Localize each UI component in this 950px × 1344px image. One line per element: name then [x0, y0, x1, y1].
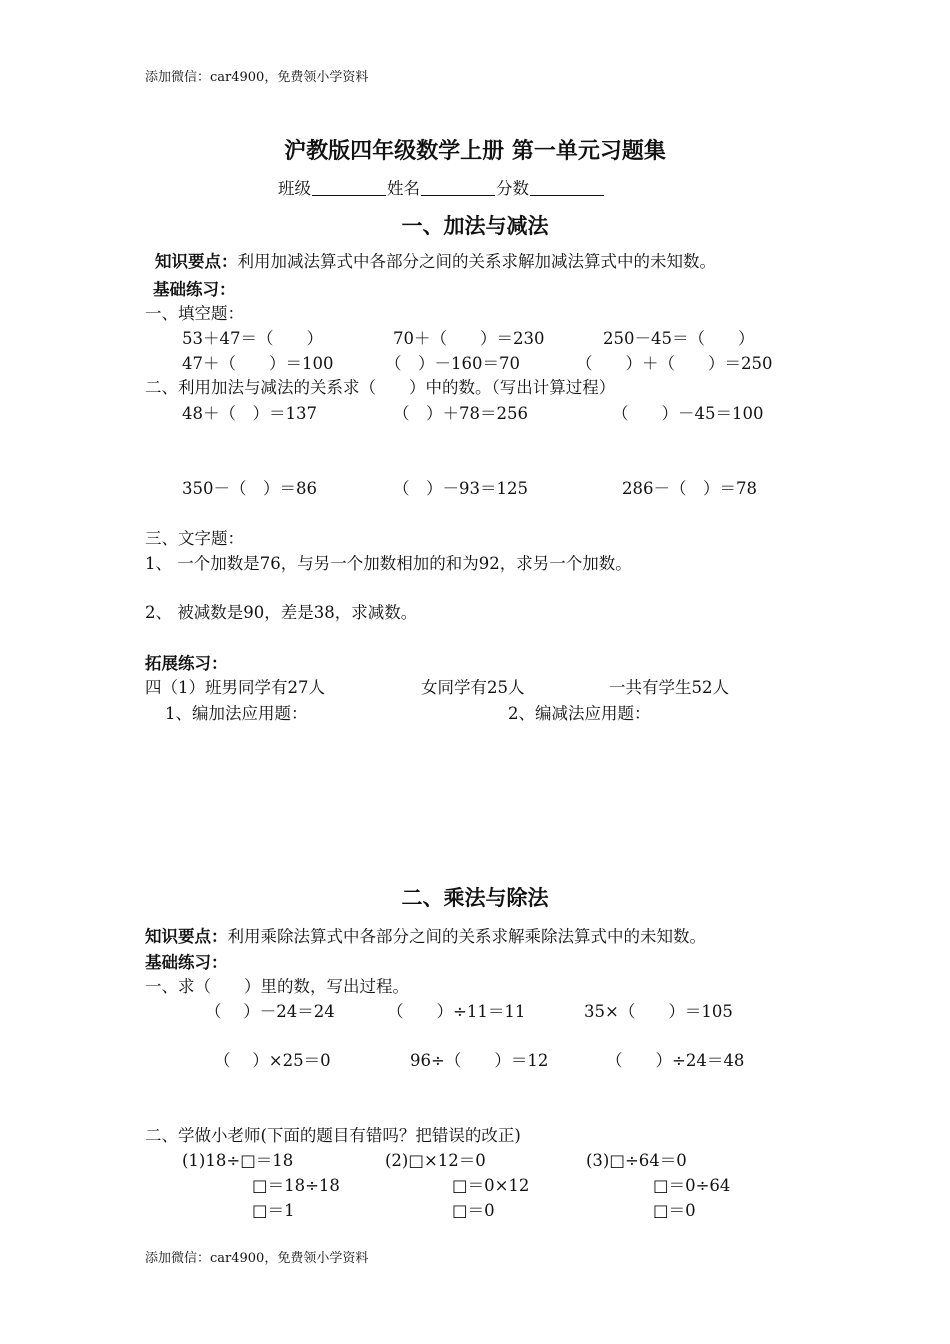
section1-ext-label: 拓展练习：	[145, 654, 228, 673]
section2-q2-heading: 二、学做小老师(下面的题目有错吗？把错误的改正)	[145, 1126, 521, 1145]
s2-q2-c1-l3: □＝1	[252, 1201, 295, 1220]
section1-q3-heading: 三、文字题：	[145, 529, 244, 548]
ext-task-2: 2、编减法应用题：	[508, 704, 651, 723]
section1-q1-heading: 一、填空题：	[145, 304, 244, 323]
s2-q2-c2-l2: □＝0×12	[452, 1176, 530, 1195]
section1-heading: 一、加法与减法	[401, 214, 549, 238]
section2-basic-label: 基础练习：	[145, 953, 228, 972]
name-blank	[421, 194, 495, 196]
s1-q1-r2-c3: （ ）＋（ ）＝250	[576, 354, 773, 373]
page-footer: 添加微信：car4900，免费领小学资料	[145, 1251, 369, 1266]
knowledge-text: 利用加减法算式中各部分之间的关系求解加减法算式中的未知数。	[237, 252, 716, 271]
score-blank	[530, 194, 604, 196]
s2-q1-r1-c2: （ ）÷11＝11	[387, 1002, 526, 1021]
ext-fact-2: 女同学有25人	[421, 678, 525, 697]
s2-q2-c2-l3: □＝0	[452, 1201, 495, 1220]
s1-q1-r1-c3: 250－45＝（ ）	[603, 329, 755, 348]
s1-q1-r2-c2: （ ）－160＝70	[385, 354, 520, 373]
s2-q2-c3-l1: (3)□÷64＝0	[586, 1151, 687, 1170]
s1-q1-r1-c2: 70＋（ ）＝230	[393, 329, 545, 348]
s2-q1-r1-c1: （ ）－24＝24	[205, 1002, 335, 1021]
s1-q2-r1-c2: （ ）＋78＝256	[393, 404, 528, 423]
s1-q2-r2-c3: 286－（ ）＝78	[622, 479, 757, 498]
section1-q2-heading: 二、利用加法与减法的关系求（ ）中的数。（写出计算过程）	[145, 378, 616, 397]
name-label: 姓名	[387, 179, 420, 198]
s2-q1-r2-c1: （ ）×25＝0	[214, 1051, 331, 1070]
s2-q1-r2-c3: （ ）÷24＝48	[606, 1051, 745, 1070]
s2-q2-c1-l1: (1)18÷□＝18	[182, 1151, 294, 1170]
s1-q2-r1-c1: 48＋（ ）＝137	[182, 404, 317, 423]
s2-q1-r1-c3: 35×（ ）＝105	[584, 1002, 733, 1021]
s1-q3-item-1: 1、 一个加数是76，与另一个加数相加的和为92，求另一个加数。	[145, 554, 632, 573]
score-label: 分数	[496, 179, 529, 198]
knowledge-label: 知识要点：	[145, 927, 228, 946]
s2-q1-r2-c2: 96÷（ ）＝12	[410, 1051, 549, 1070]
section1-basic-label: 基础练习：	[153, 280, 236, 299]
class-label: 班级	[278, 179, 311, 198]
s1-q3-item-2: 2、 被减数是90，差是38，求减数。	[145, 603, 418, 622]
s1-q2-r2-c1: 350－（ ）＝86	[182, 479, 317, 498]
ext-fact-3: 一共有学生52人	[609, 678, 729, 697]
section2-q1-heading: 一、求（ ）里的数，写出过程。	[145, 977, 409, 996]
section1-knowledge	[155, 248, 716, 272]
knowledge-label: 知识要点：	[155, 252, 238, 271]
section2-heading: 二、乘法与除法	[401, 886, 549, 910]
ext-fact-1: 四（1）班男同学有27人	[145, 678, 325, 697]
section2-knowledge	[145, 923, 706, 947]
s1-q2-r2-c2: （ ）－93＝125	[393, 479, 528, 498]
s1-q1-r1-c1: 53＋47＝（ ）	[182, 329, 323, 348]
page-header: 添加微信：car4900，免费领小学资料	[145, 70, 369, 85]
s1-q2-r1-c3: （ ）－45＝100	[612, 404, 764, 423]
page-title: 沪教版四年级数学上册 第一单元习题集	[284, 139, 666, 164]
s2-q2-c2-l1: (2)□×12＝0	[385, 1151, 486, 1170]
s1-q1-r2-c1: 47＋（ ）＝100	[182, 354, 334, 373]
s2-q2-c3-l2: □＝0÷64	[653, 1176, 731, 1195]
class-blank	[312, 194, 386, 196]
knowledge-text: 利用乘除法算式中各部分之间的关系求解乘除法算式中的未知数。	[227, 927, 706, 946]
s2-q2-c1-l2: □＝18÷18	[252, 1176, 340, 1195]
student-info-line	[278, 175, 605, 199]
ext-task-1: 1、编加法应用题：	[165, 704, 308, 723]
s2-q2-c3-l3: □＝0	[653, 1201, 696, 1220]
